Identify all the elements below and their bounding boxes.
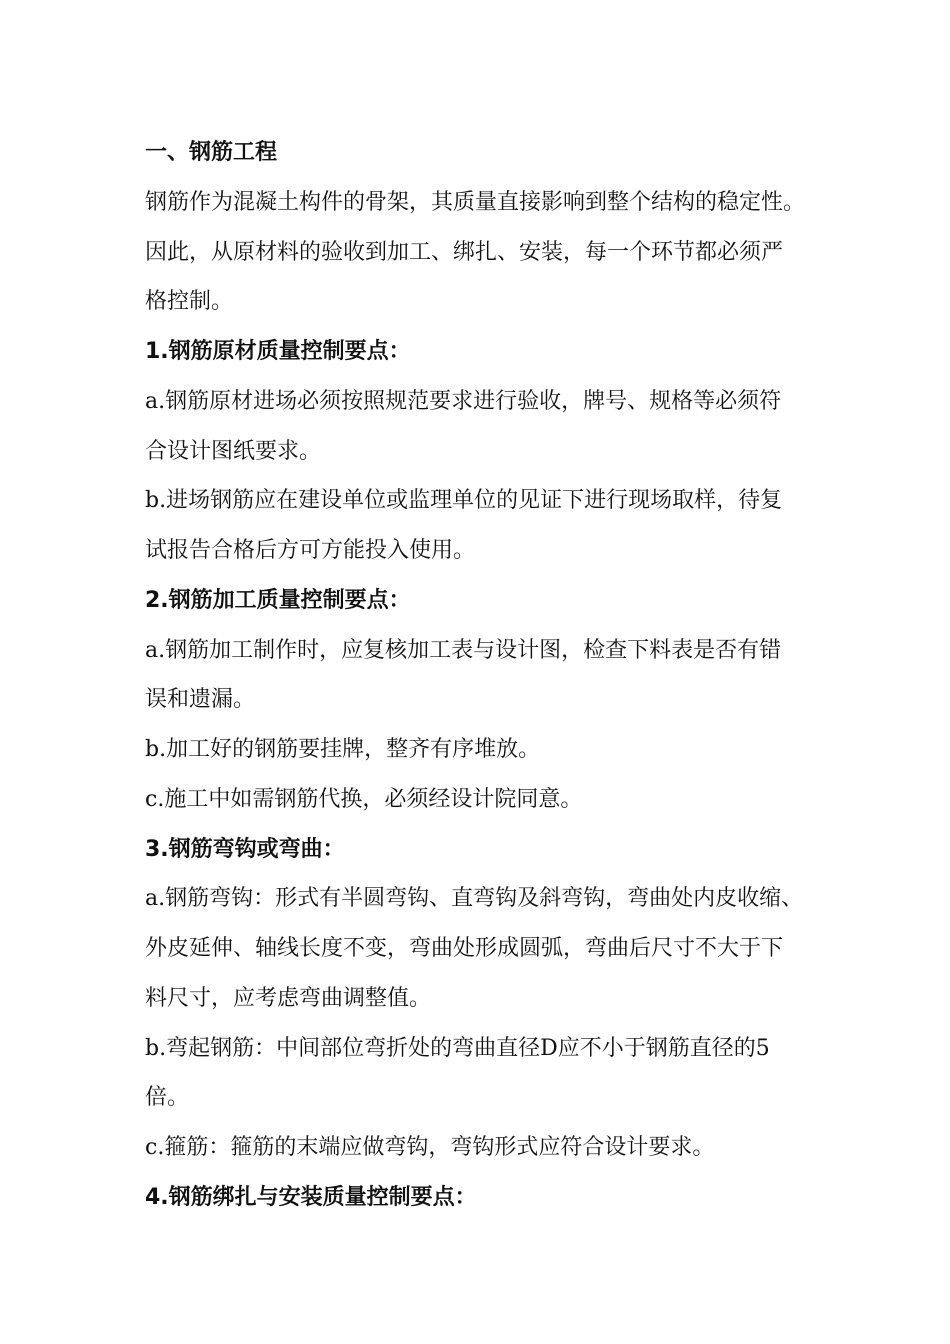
text-line: 外皮延伸、轴线长度不变，弯曲处形成圆弧，弯曲后尺寸不大于下 <box>145 936 784 961</box>
text-line: 格控制。 <box>145 289 234 315</box>
text-line: b.进场钢筋应在建设单位或监理单位的见证下进行现场取样，待复 <box>145 488 783 514</box>
text-line: 合设计图纸要求。 <box>145 438 322 464</box>
text-line: b.弯起钢筋：中间部位弯折处的弯曲直径D应不小于钢筋直径的5 <box>145 1035 770 1061</box>
text-line: 因此，从原材料的验收到加工、绑扎、安装，每一个环节都必须严 <box>145 239 784 265</box>
text-line: a.钢筋加工制作时，应复核加工表与设计图，检查下料表是否有错 <box>145 637 782 663</box>
text-line: 倍。 <box>145 1085 190 1111</box>
section-heading: 3.钢筋弯钩或弯曲： <box>145 836 345 862</box>
text-line: c.箍筋：箍筋的末端应做弯钩，弯钩形式应符合设计要求。 <box>145 1135 715 1160</box>
text-line: a.钢筋原材进场必须按照规范要求进行验收，牌号、规格等必须符 <box>145 388 782 414</box>
section-heading: 1.钢筋原材质量控制要点： <box>145 339 411 364</box>
text-line: 料尺寸，应考虑弯曲调整值。 <box>145 985 432 1011</box>
text-line: 试报告合格后方可方能投入使用。 <box>145 538 476 563</box>
text-line: 误和遗漏。 <box>145 687 256 713</box>
text-line: a.钢筋弯钩：形式有半圆弯钩、直弯钩及斜弯钩，弯曲处内皮收缩、 <box>145 886 804 912</box>
document-body <box>145 128 845 1223</box>
text-line: b.加工好的钢筋要挂牌，整齐有序堆放。 <box>145 737 541 762</box>
section-heading: 4.钢筋绑扎与安装质量控制要点： <box>145 1184 477 1210</box>
section-heading: 2.钢筋加工质量控制要点： <box>145 587 411 613</box>
text-line: 钢筋作为混凝土构件的骨架，其质量直接影响到整个结构的稳定性。 <box>145 189 806 215</box>
text-line: c.施工中如需钢筋代换，必须经设计院同意。 <box>145 786 583 812</box>
section-heading: 一、钢筋工程 <box>145 140 278 165</box>
